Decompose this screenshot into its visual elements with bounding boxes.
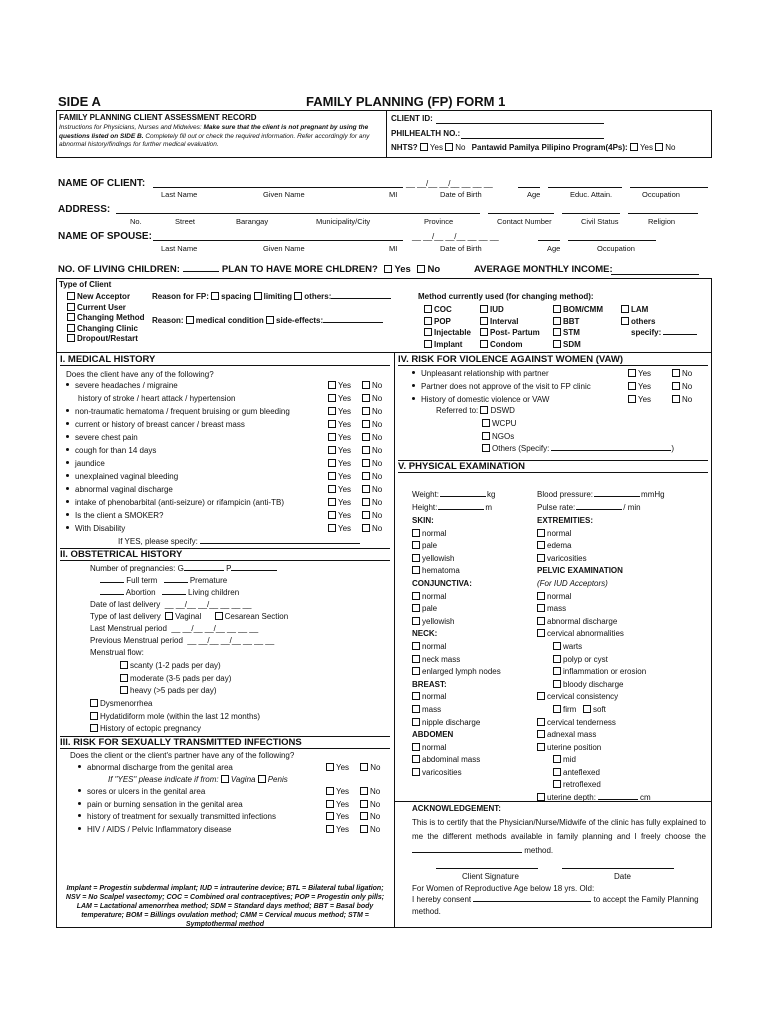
more-children-no-checkbox[interactable] — [417, 265, 425, 273]
medical-question: Does the client have any of the following? — [66, 370, 214, 379]
no-checkbox[interactable] — [362, 420, 370, 428]
medical-history-row: jaundice Yes No — [66, 459, 390, 472]
no-checkbox[interactable] — [362, 381, 370, 389]
yes-checkbox[interactable] — [328, 433, 336, 441]
spouse-label: NAME OF SPOUSE: — [58, 231, 152, 242]
medical-history-row: unexplained vaginal bleeding Yes No — [66, 472, 390, 485]
signature-date-line[interactable] — [562, 868, 674, 869]
yes-checkbox[interactable] — [328, 472, 336, 480]
yes-checkbox[interactable] — [328, 485, 336, 493]
medical-history-row: Is the client a SMOKER? Yes No — [66, 511, 390, 524]
medical-history-row: severe headaches / migraine Yes No — [66, 381, 390, 394]
client-id-field[interactable] — [436, 123, 604, 124]
reason-row: Reason: medical condition side-effects: — [152, 316, 383, 325]
no-checkbox[interactable] — [362, 459, 370, 467]
philhealth-field[interactable] — [461, 138, 604, 139]
yes-checkbox[interactable] — [328, 420, 336, 428]
medical-history-row: history of stroke / heart attack / hypertension Yes No — [78, 394, 383, 403]
physical-left-column: SKIN: normal pale yellowish hematoma CONJUNCTIVA: normal pale yellowish NECK: normal neck mass enlarged lymph nodes BREAST: normal mass nipple discharge ABDOMEN normal abdominal mass varicosities — [412, 516, 501, 777]
no-checkbox[interactable] — [362, 433, 370, 441]
nhts-yes-checkbox[interactable] — [420, 143, 428, 151]
yes-checkbox[interactable] — [328, 446, 336, 454]
more-children-yes-checkbox[interactable] — [384, 265, 392, 273]
no-checkbox[interactable] — [362, 407, 370, 415]
client-dob-mask: __ __/__ __/__ __ __ __ — [406, 179, 493, 188]
medical-history-row: cough for than 14 days Yes No — [66, 446, 390, 459]
no-checkbox[interactable] — [360, 812, 368, 820]
methods-col4: LAM others specify: — [621, 304, 697, 339]
contact-field[interactable] — [488, 213, 554, 214]
spouse-age-field[interactable] — [538, 240, 560, 241]
spouse-occupation-field[interactable] — [568, 240, 656, 241]
physical-exam-title: V. PHYSICAL EXAMINATION — [398, 460, 708, 473]
religion-field[interactable] — [628, 213, 698, 214]
nhts-no-checkbox[interactable] — [445, 143, 453, 151]
yes-checkbox[interactable] — [328, 524, 336, 532]
methods-col2: IUD Interval Post- Partum Condom — [480, 304, 540, 350]
name-of-client-label: NAME OF CLIENT: — [58, 178, 146, 189]
no-checkbox[interactable] — [362, 485, 370, 493]
no-checkbox[interactable] — [360, 787, 368, 795]
vaw-row: Unpleasant relationship with partner Yes No — [412, 369, 708, 382]
client-signature-line[interactable] — [436, 868, 538, 869]
yes-checkbox[interactable] — [328, 381, 336, 389]
yes-checkbox[interactable] — [628, 382, 636, 390]
abbreviation-footnote: Implant = Progestin subdermal implant; IUD = intrauterine device; BTL = Bilateral tubal ligation; NSV = No Scalpel vasectomy; COC = Combined oral contraceptives; POP = Progestin only pills; LAM = Lactational amenorrhea method; SDM = Standard days method; BBT = Basal body temperature; BOM = Billings ovulation method; CMM = Cervical mucus method; STM = Symptothermal method — [65, 885, 385, 928]
no-checkbox[interactable] — [362, 394, 370, 402]
yes-checkbox[interactable] — [326, 812, 334, 820]
side-label: SIDE A — [58, 94, 101, 109]
sti-title: III. RISK FOR SEXUALLY TRANSMITTED INFECTIONS — [60, 736, 390, 749]
obstetric-other-options: Dysmenorrhea Hydatidiform mole (within the last 12 months) History of ectopic pregnancy — [90, 698, 260, 736]
address-field[interactable] — [116, 213, 480, 214]
vaw-row: History of domestic violence or VAW Yes No — [412, 395, 708, 408]
yes-checkbox[interactable] — [628, 369, 636, 377]
physical-right-column: EXTREMITIES: normal edema varicosities PELVIC EXAMINATION (For IUD Acceptors) normal mass abnormal discharge cervical abnormalities warts polyp or cyst inflammation or erosion bloody discharge cervical consistency firm soft cervical tenderness adnexal mass uterine position mid anteflexed retroflexed uterine depth: cm — [537, 516, 651, 803]
type-of-client-title: Type of Client — [59, 280, 112, 289]
yes-checkbox[interactable] — [326, 787, 334, 795]
children-row: NO. OF LIVING CHILDREN: PLAN TO HAVE MORE CHLDREN? Yes No — [58, 264, 441, 275]
no-checkbox[interactable] — [360, 825, 368, 833]
4ps-no-checkbox[interactable] — [655, 143, 663, 151]
no-checkbox[interactable] — [362, 511, 370, 519]
methods-col3: BOM/CMM BBT STM SDM — [553, 304, 603, 350]
spouse-name-field[interactable] — [153, 240, 403, 241]
no-checkbox[interactable] — [672, 369, 680, 377]
no-checkbox[interactable] — [362, 472, 370, 480]
sti-row: pain or burning sensation in the genital area Yes No — [78, 800, 390, 813]
vaw-row: Partner does not approve of the visit to FP clinic Yes No — [412, 382, 708, 395]
sti-list — [78, 787, 390, 837]
yes-checkbox[interactable] — [326, 825, 334, 833]
medical-history-row: intake of phenobarbital (anti-seizure) or rifampicin (anti-TB) Yes No — [66, 498, 390, 511]
instructions: Instructions for Physicians, Nurses and Midwives: Make sure that the client is not pregnant by using the questions listed on SIDE B. Completely fill out or check the required information. Refer accordingly for any abnormal history/findings for further medical evaluation. — [59, 124, 370, 148]
no-checkbox[interactable] — [362, 446, 370, 454]
yes-checkbox[interactable] — [328, 511, 336, 519]
vaw-list — [412, 369, 708, 408]
medical-history-row: severe chest pain Yes No — [66, 433, 390, 446]
yes-checkbox[interactable] — [328, 459, 336, 467]
no-checkbox[interactable] — [362, 498, 370, 506]
yes-checkbox[interactable] — [328, 498, 336, 506]
disability-specify: If YES, please specify: — [118, 537, 360, 546]
sti-row: HIV / AIDS / Pelvic Inflammatory disease Yes No — [78, 825, 390, 838]
no-checkbox[interactable] — [672, 395, 680, 403]
philhealth-label: PHILHEALTH NO.: — [391, 129, 461, 138]
address-label: ADDRESS: — [58, 204, 111, 215]
spouse-dob-mask: __ __/__ __/__ __ __ __ — [412, 232, 499, 241]
nhts-row: NHTS? Yes No Pantawid Pamilya Pilipino Program(4Ps): Yes No — [391, 143, 676, 152]
civil-status-field[interactable] — [562, 213, 620, 214]
form-title: FAMILY PLANNING (FP) FORM 1 — [306, 94, 506, 109]
ack-title: ACKNOWLEDGEMENT: — [412, 804, 501, 813]
no-checkbox[interactable] — [672, 382, 680, 390]
no-checkbox[interactable] — [362, 524, 370, 532]
client-educ-field[interactable] — [548, 187, 622, 188]
client-name-field[interactable] — [153, 187, 403, 188]
no-checkbox[interactable] — [360, 800, 368, 808]
yes-checkbox[interactable] — [328, 394, 336, 402]
yes-checkbox[interactable] — [628, 395, 636, 403]
client-id-label: CLIENT ID: — [391, 114, 433, 123]
medical-history-row: With Disability Yes No — [66, 524, 390, 537]
medical-history-row: abnormal vaginal discharge Yes No — [66, 485, 390, 498]
consent-text: I hereby consent to accept the Family Planning method. — [412, 895, 699, 916]
client-occupation-field[interactable] — [630, 187, 708, 188]
vaw-title: IV. RISK FOR VIOLENCE AGAINST WOMEN (VAW) — [398, 354, 708, 366]
4ps-yes-checkbox[interactable] — [630, 143, 638, 151]
yes-checkbox[interactable] — [328, 407, 336, 415]
yes-checkbox[interactable] — [326, 800, 334, 808]
pregnancies-row: Number of pregnancies: G P — [90, 564, 277, 573]
income-field[interactable] — [611, 274, 699, 275]
income-label: AVERAGE MONTHLY INCOME: — [474, 264, 613, 275]
method-used-title: Method currently used (for changing method): — [418, 292, 594, 301]
medical-history-list — [66, 381, 390, 537]
medical-history-row: non-traumatic hematoma / frequent bruising or gum bleeding Yes No — [66, 407, 390, 420]
obstetrical-title: II. OBSTETRICAL HISTORY — [60, 548, 390, 561]
sti-row: sores or ulcers in the genital area Yes No — [78, 787, 390, 800]
medical-history-title: I. MEDICAL HISTORY — [60, 354, 390, 366]
methods-col1: COC POP Injectable Implant — [424, 304, 471, 350]
sti-row: history of treatment for sexually transmitted infections Yes No — [78, 812, 390, 825]
reason-fp-row: Reason for FP: spacing limiting others: — [152, 292, 391, 301]
medical-history-row: current or history of breast cancer / breast mass Yes No — [66, 420, 390, 433]
record-title: FAMILY PLANNING CLIENT ASSESSMENT RECORD — [59, 113, 257, 122]
type-of-client-options: New Acceptor Current User Changing Method Changing Clinic Dropout/Restart — [67, 292, 145, 345]
ack-text: This is to certify that the Physician/Nurse/Midwife of the clinic has fully explained to me the different methods available in family planning and I freely choose the method. — [412, 818, 706, 855]
client-age-field[interactable] — [518, 187, 540, 188]
menstrual-flow-options: scanty (1-2 pads per day) moderate (3-5 pads per day) heavy (>5 pads per day) — [120, 660, 231, 698]
